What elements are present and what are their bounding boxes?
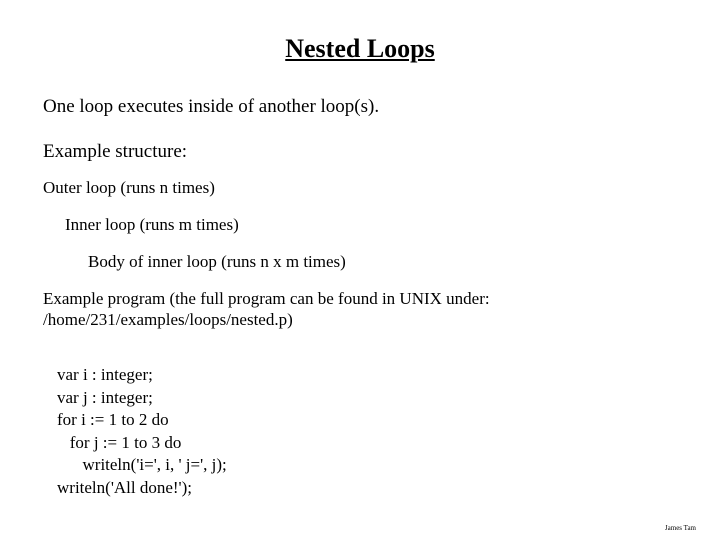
code-line: for j := 1 to 3 do — [57, 432, 182, 452]
example-program-line-1: Example program (the full program can be found in UNIX under: — [43, 289, 490, 308]
outer-loop-text: Outer loop (runs n times) — [43, 178, 215, 197]
inner-loop-text: Inner loop (runs m times) — [65, 215, 239, 234]
author-footer: James Tam — [664, 524, 696, 532]
code-line: var i : integer; — [57, 365, 153, 384]
example-program-text — [43, 288, 490, 330]
code-line: writeln('i=', i, ' j=', j); — [57, 455, 227, 475]
code-line: writeln('All done!'); — [57, 477, 193, 497]
code-line: for i := 1 to 2 do — [57, 410, 169, 430]
code-block — [57, 364, 227, 500]
example-program-path: /home/231/examples/loops/nested.p) — [43, 310, 293, 329]
code-line: var j : integer; — [57, 387, 153, 407]
inner-body-text: Body of inner loop (runs n x m times) — [88, 252, 346, 271]
example-structure-heading: Example structure: — [43, 141, 188, 162]
definition-text: One loop executes inside of another loop(s). — [43, 96, 380, 117]
slide-title: Nested Loops — [285, 34, 435, 63]
